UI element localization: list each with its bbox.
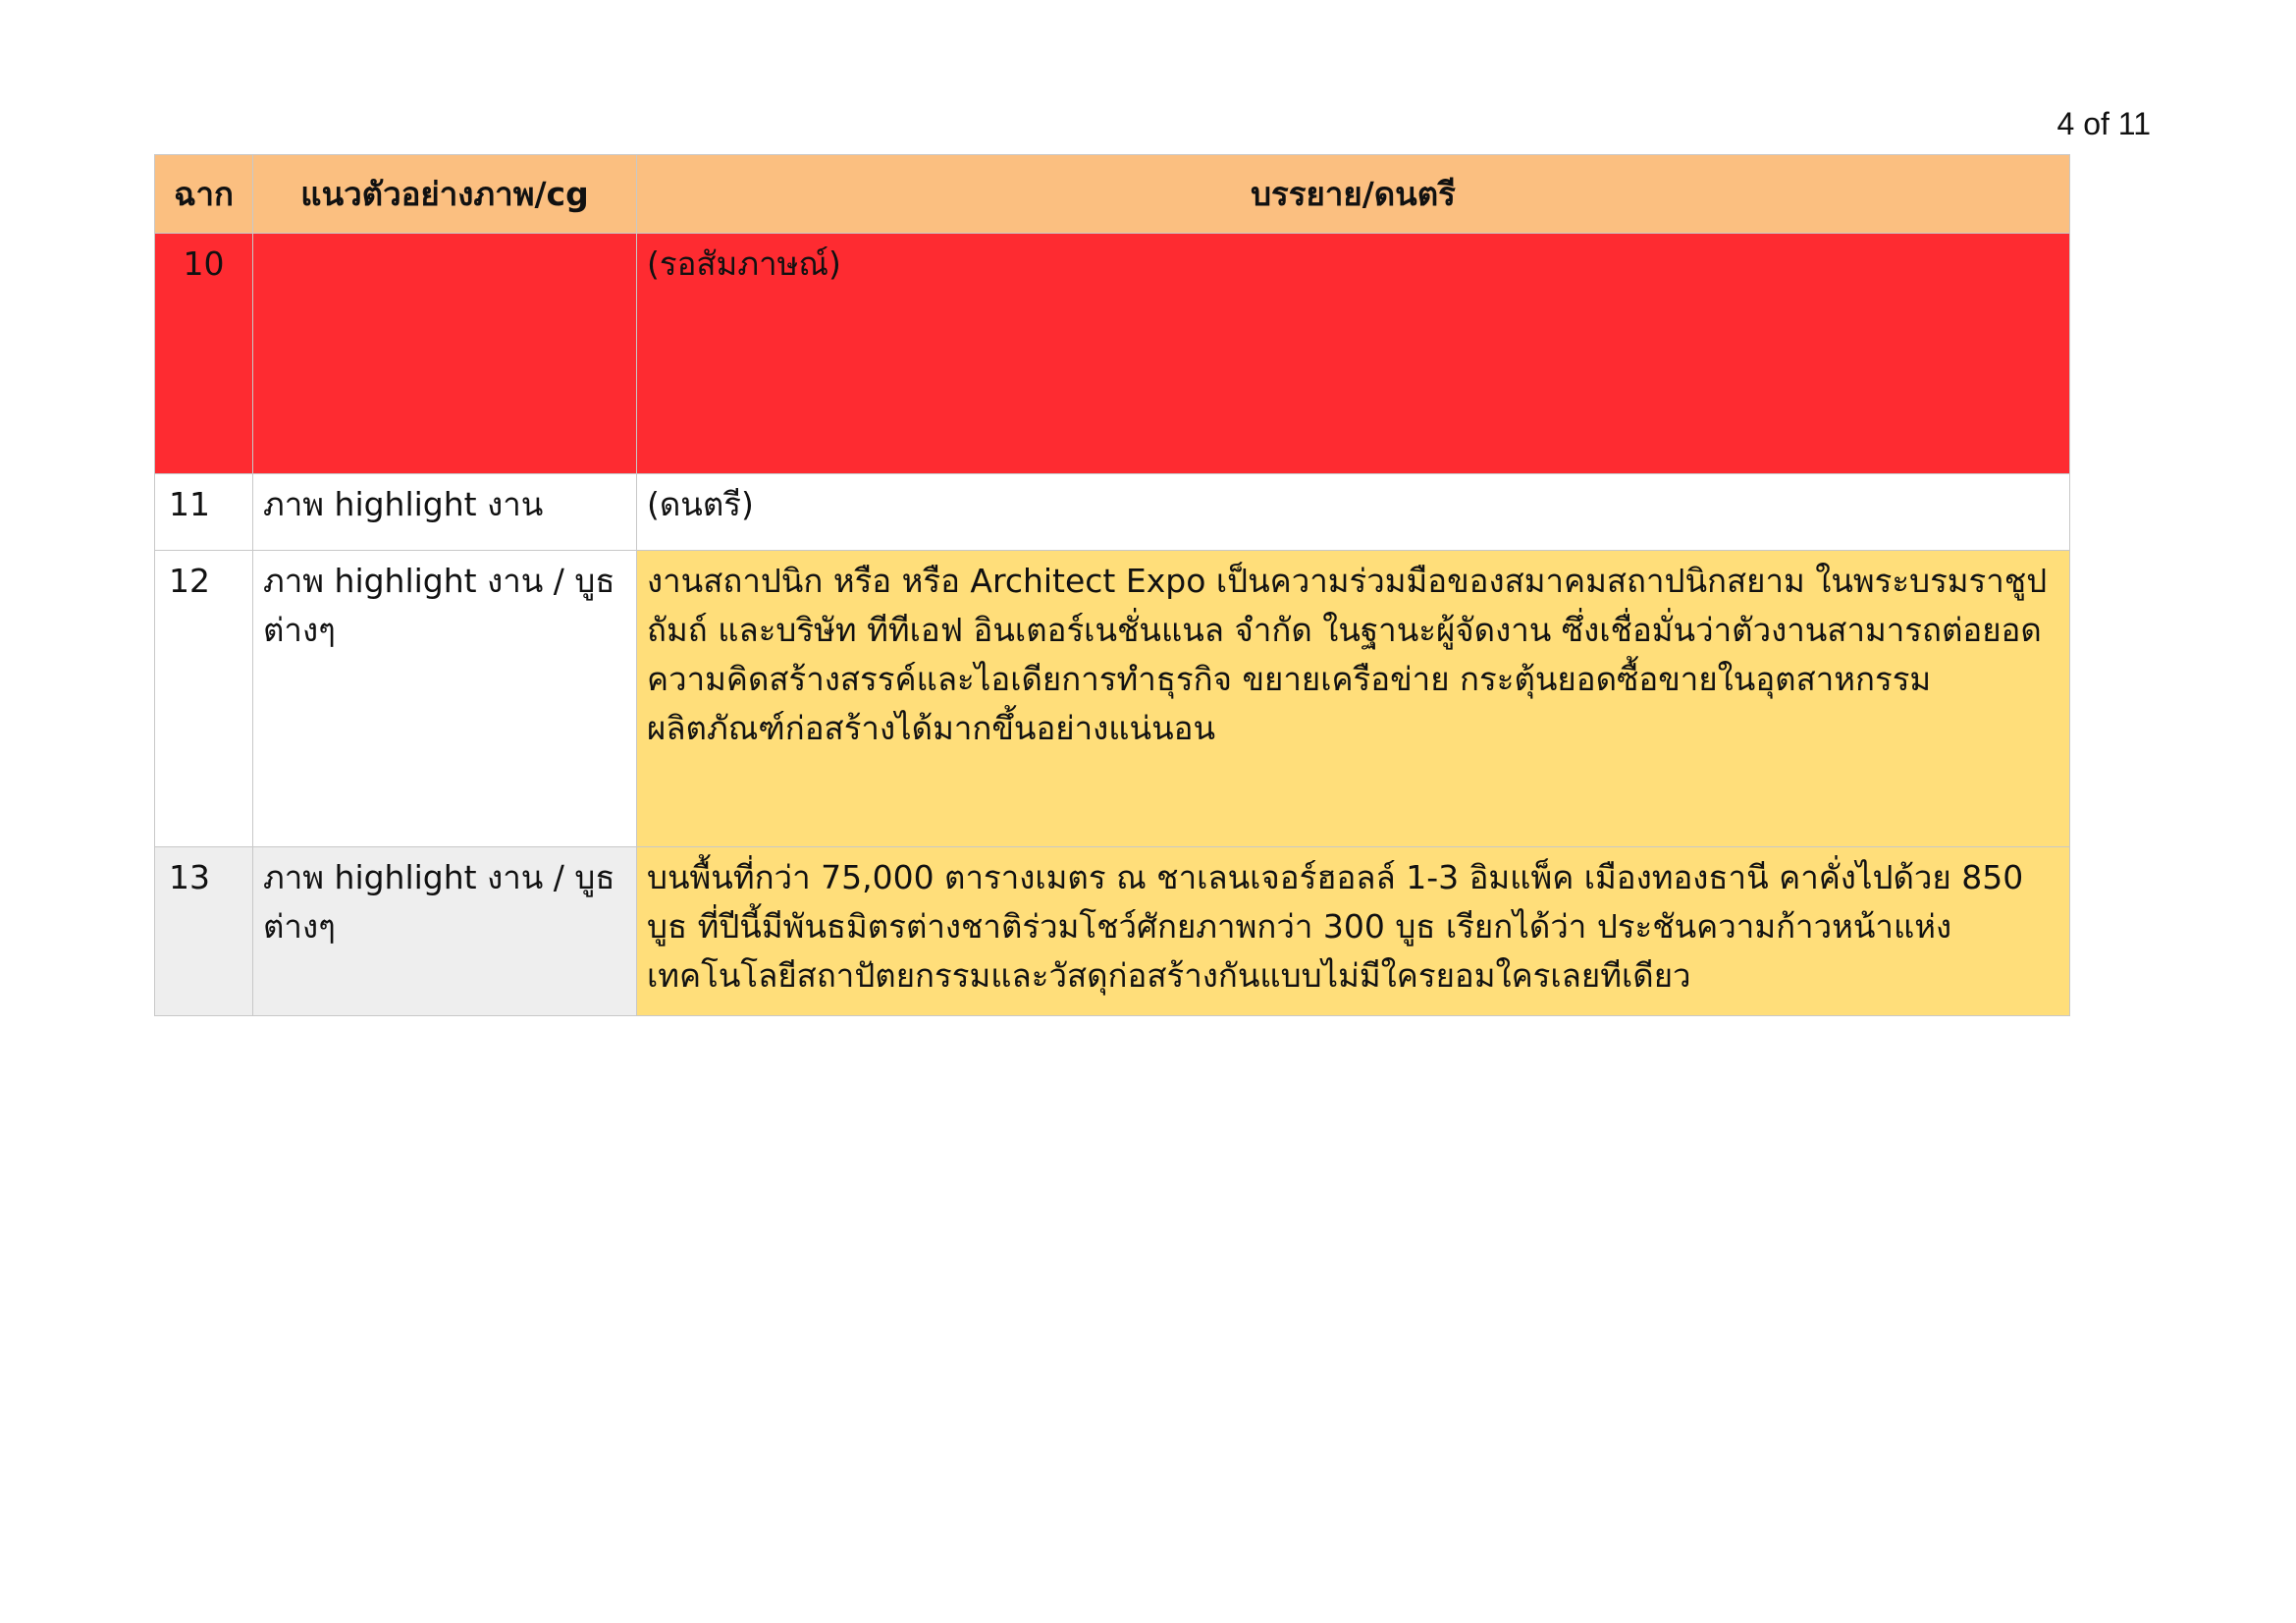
header-narration: บรรยาย/ดนตรี bbox=[637, 155, 2070, 234]
header-visual: แนวตัวอย่างภาพ/cg bbox=[253, 155, 637, 234]
visual-description: ภาพ highlight งาน / บูธต่างๆ bbox=[253, 847, 637, 1016]
scene-number: 12 bbox=[155, 551, 253, 847]
scene-number: 10 bbox=[155, 234, 253, 474]
table-row bbox=[155, 551, 2070, 847]
header-scene: ฉาก bbox=[155, 155, 253, 234]
visual-description: ภาพ highlight งาน / บูธต่างๆ bbox=[253, 551, 637, 847]
narration-text: งานสถาปนิก หรือ หรือ Architect Expo เป็นความร่วมมือของสมาคมสถาปนิกสยาม ในพระบรมราชูปถัมถ์ และบริษัท ทีทีเอฟ อินเตอร์เนชั่นแนล จำกัด ในฐานะผู้จัดงาน ซึ่งเชื่อมั่นว่าตัวงานสามารถต่อยอดความคิดสร้างสรรค์และไอเดียการทำธุรกิจ ขยายเครือข่าย กระตุ้นยอดซื้อขายในอุตสาหกรรมผลิตภัณฑ์ก่อสร้างได้มากขึ้นอย่างแน่นอน bbox=[637, 551, 2070, 847]
visual-description bbox=[253, 234, 637, 474]
script-table bbox=[154, 154, 2070, 1016]
table-header-row bbox=[155, 155, 2070, 234]
table-row bbox=[155, 847, 2070, 1016]
table-row bbox=[155, 234, 2070, 474]
narration-text: บนพื้นที่กว่า 75,000 ตารางเมตร ณ ชาเลนเจอร์ฮอลล์ 1-3 อิมแพ็ค เมืองทองธานี คาคั่งไปด้วย 850 บูธ ที่ปีนี้มีพันธมิตรต่างชาติร่วมโชว์ศักยภาพกว่า 300 บูธ เรียกได้ว่า ประชันความก้าวหน้าแห่งเทคโนโลยีสถาปัตยกรรมและวัสดุก่อสร้างกันแบบไม่มีใครยอมใครเลยทีเดียว bbox=[637, 847, 2070, 1016]
narration-text: (รอสัมภาษณ์) bbox=[637, 234, 2070, 474]
scene-number: 11 bbox=[155, 474, 253, 551]
scene-number: 13 bbox=[155, 847, 253, 1016]
visual-description: ภาพ highlight งาน bbox=[253, 474, 637, 551]
table-row bbox=[155, 474, 2070, 551]
narration-text: (ดนตรี) bbox=[637, 474, 2070, 551]
page-number: 4 of 11 bbox=[2056, 106, 2151, 141]
